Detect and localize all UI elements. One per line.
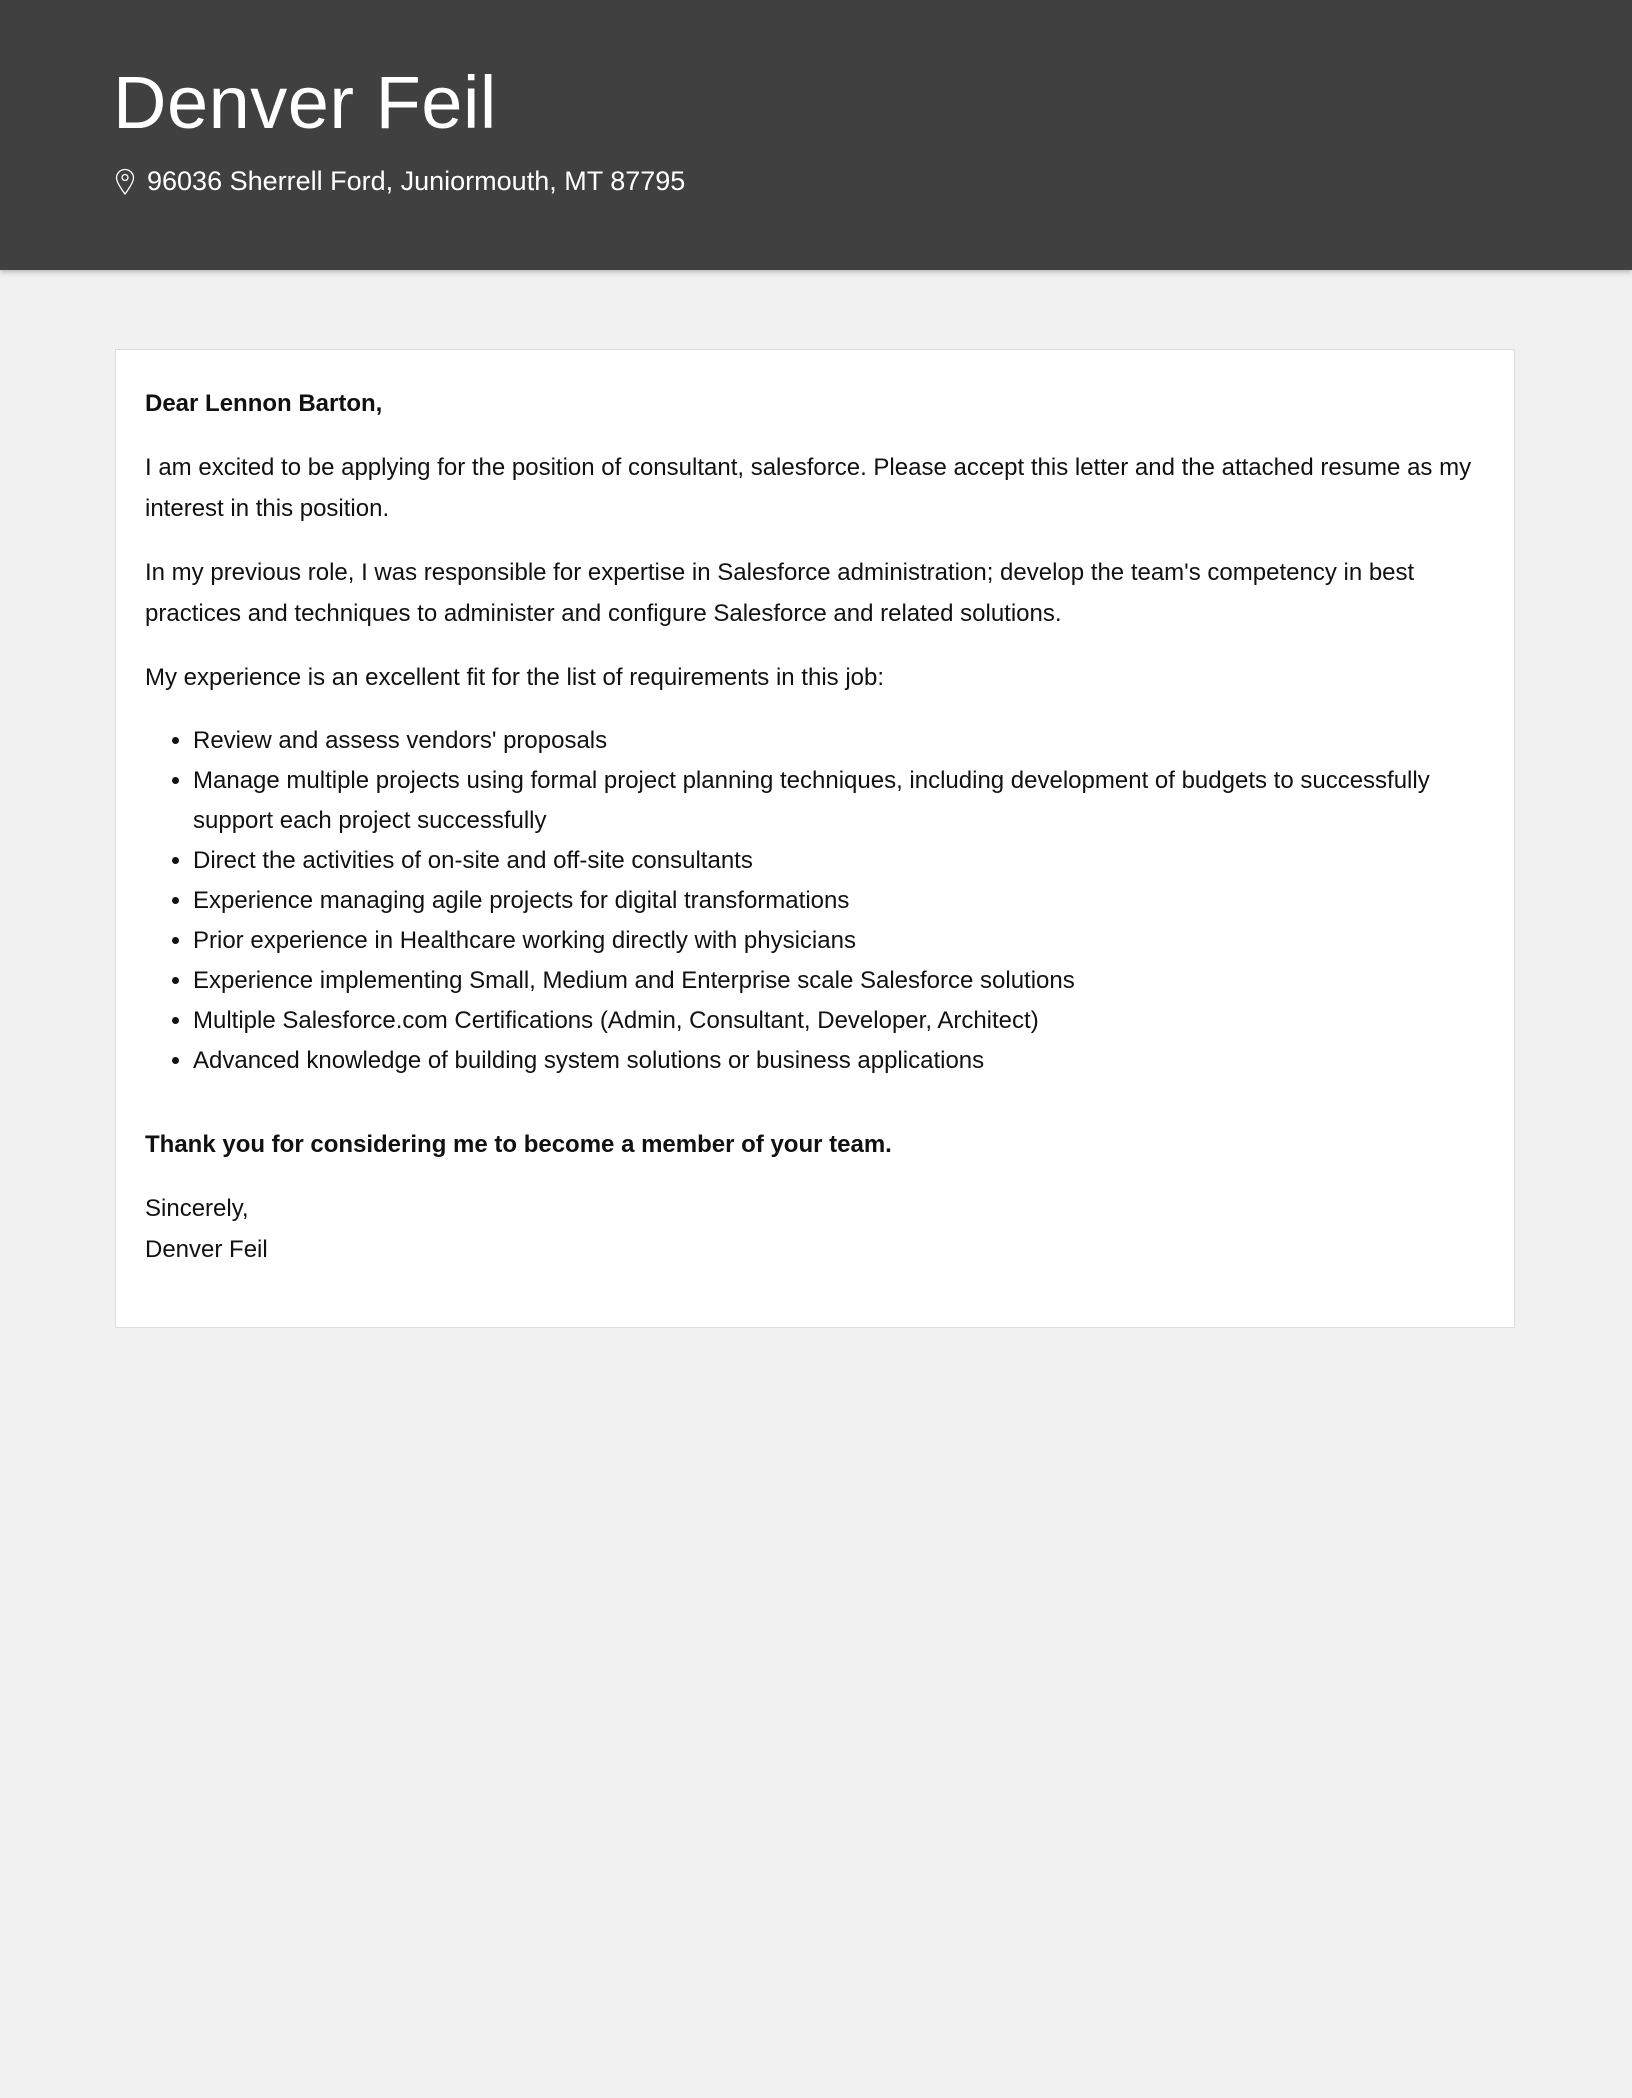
requirements-list: [145, 721, 1485, 1081]
paragraph: My experience is an excellent fit for the list of requirements in this job:: [145, 664, 885, 691]
list-item: • Manage multiple projects using formal project planning techniques, including development of budgets to successfully support each project successfully: [193, 761, 1485, 841]
applicant-name: Denver Feil: [113, 61, 497, 144]
address: [115, 166, 685, 197]
closing: Thank you for considering me to become a member of your team.: [145, 1131, 892, 1158]
signature-block: [145, 1188, 1485, 1270]
paragraph: In my previous role, I was responsible for expertise in Salesforce administration; develop the team's competency in best practices and techniques to administer and configure Salesforce and related solutions.: [145, 559, 1415, 627]
list-item: • Experience managing agile projects for digital transformations: [193, 881, 1485, 921]
list-item: • Multiple Salesforce.com Certifications (Admin, Consultant, Developer, Architect): [193, 1001, 1485, 1041]
map-pin-icon: [115, 168, 135, 196]
list-item: • Direct the activities of on-site and off-site consultants: [193, 841, 1485, 881]
signature: Denver Feil: [145, 1236, 268, 1263]
cover-letter: [115, 349, 1515, 1328]
list-item: • Review and assess vendors' proposals: [193, 721, 1485, 761]
list-item: • Experience implementing Small, Medium and Enterprise scale Salesforce solutions: [193, 961, 1485, 1001]
address-text: 96036 Sherrell Ford, Juniormouth, MT 87795: [147, 166, 686, 196]
paragraph: I am excited to be applying for the position of consultant, salesforce. Please accept this letter and the attached resume as my interest in this position.: [145, 454, 1472, 522]
header: [0, 0, 1632, 270]
greeting: Dear Lennon Barton,: [145, 390, 383, 417]
list-item: • Advanced knowledge of building system solutions or business applications: [193, 1041, 1485, 1081]
signoff: Sincerely,: [145, 1195, 249, 1222]
list-item: • Prior experience in Healthcare working directly with physicians: [193, 921, 1485, 961]
